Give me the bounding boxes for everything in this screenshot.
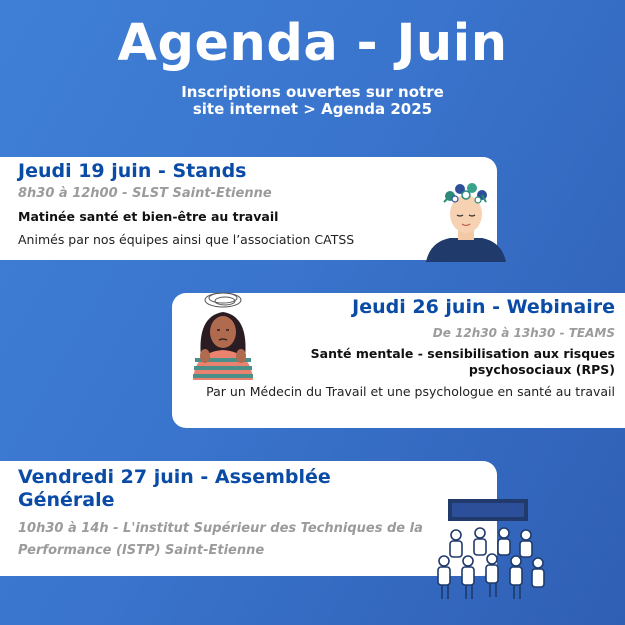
meeting-audience-icon — [428, 495, 548, 605]
relaxed-person-with-flowers-icon — [420, 180, 512, 262]
event-subtitle: Matinée santé et bien-être au travail — [18, 209, 279, 224]
event-card-assemblee-generale — [0, 461, 497, 576]
event-time: 8h30 à 12h00 - SLST Saint-Etienne — [18, 186, 272, 201]
page-title: Agenda - Juin — [117, 14, 508, 73]
event-description: Animés par nos équipes ainsi que l’association CATSS — [18, 232, 355, 247]
event-time: 10h30 à 14h - L'institut Supérieur des Techniques de la Performance (ISTP) Saint-Etienne — [18, 521, 423, 558]
event-time: De 12h30 à 13h30 - TEAMS — [432, 326, 615, 340]
event-description: Par un Médecin du Travail et une psychologue en santé au travail — [206, 384, 615, 399]
page-subtitle — [0, 84, 625, 118]
stressed-woman-icon — [183, 288, 268, 380]
subtitle-line-2: site internet > Agenda 2025 — [192, 100, 433, 118]
event-title: Jeudi 26 juin - Webinaire — [352, 296, 615, 318]
subtitle-line-1: Inscriptions ouvertes sur notre — [181, 83, 444, 101]
event-subtitle: Santé mentale - sensibilisation aux risques psychosociaux (RPS) — [310, 346, 615, 377]
event-title: Jeudi 19 juin - Stands — [18, 160, 247, 182]
event-title: Vendredi 27 juin - Assemblée Générale — [18, 466, 331, 511]
